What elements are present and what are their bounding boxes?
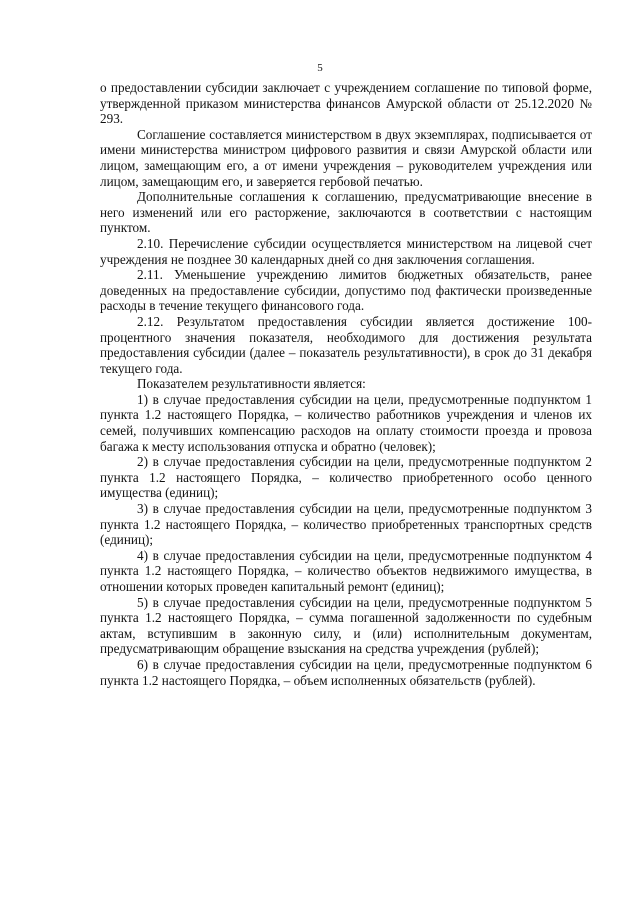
list-item-5: 5) в случае предоставления субсидии на цели, предусмотренные подпунктом 5 пункта 1.2 настоящего Порядка, – сумма погашенной задолженности по судебным актам, вступившим в законную силу, и (или) исполнительным документам, предусматривающим обращение взыскания на средства учреждения (рублей); <box>100 594 592 657</box>
paragraph-2-10: 2.10. Перечисление субсидии осуществляется министерством на лицевой счет учреждения не позднее 30 календарных дней со дня заключения соглашения. <box>100 235 592 267</box>
paragraph-indicator-intro: Показателем результативности является: <box>137 376 366 392</box>
list-item-4: 4) в случае предоставления субсидии на цели, предусмотренные подпунктом 4 пункта 1.2 настоящего Порядка, – количество объектов недвижимого имущества, в отношении которых проведен капитальный ремонт (единиц); <box>100 547 592 594</box>
list-item-6: 6) в случае предоставления субсидии на цели, предусмотренные подпунктом 6 пункта 1.2 настоящего Порядка, – объем исполненных обязательств (рублей). <box>100 656 592 688</box>
document-body <box>100 80 592 688</box>
paragraph-additional-agreements: Дополнительные соглашения к соглашению, предусматривающие внесение в него изменений или его расторжение, заключаются в соответствии с настоящим пунктом. <box>100 189 592 236</box>
list-item-3: 3) в случае предоставления субсидии на цели, предусмотренные подпунктом 3 пункта 1.2 настоящего Порядка, – количество приобретенных транспортных средств (единиц); <box>100 501 592 548</box>
paragraph-2-12: 2.12. Результатом предоставления субсидии является достижение 100-процентного значения показателя, необходимого для достижения результата предоставления субсидии (далее – показатель результативности), в срок до 31 декабря текущего года. <box>100 313 592 376</box>
paragraph-continuation: о предоставлении субсидии заключает с учреждением соглашение по типовой форме, утвержденной приказом министерства финансов Амурской области от 25.12.2020 № 293. <box>100 80 592 127</box>
paragraph-2-11: 2.11. Уменьшение учреждению лимитов бюджетных обязательств, ранее доведенных на предоставление субсидии, допустимо под фактически произведенные расходы в течение текущего финансового года. <box>100 267 592 314</box>
page-number: 5 <box>317 62 323 74</box>
list-item-1: 1) в случае предоставления субсидии на цели, предусмотренные подпунктом 1 пункта 1.2 настоящего Порядка, – количество работников учреждения и членов их семей, получивших компенсацию расходов на оплату стоимости проезда и провоза багажа к месту использования отпуска и обратно (человек); <box>100 391 592 454</box>
paragraph-agreement: Соглашение составляется министерством в двух экземплярах, подписывается от имени министерства министром цифрового развития и связи Амурской области или лицом, замещающим его, а от имени учреждения – руководителем учреждения или лицом, замещающим его, и заверяется гербовой печатью. <box>100 126 592 189</box>
list-item-2: 2) в случае предоставления субсидии на цели, предусмотренные подпунктом 2 пункта 1.2 настоящего Порядка, – количество приобретенного особо ценного имущества (единиц); <box>100 454 592 501</box>
